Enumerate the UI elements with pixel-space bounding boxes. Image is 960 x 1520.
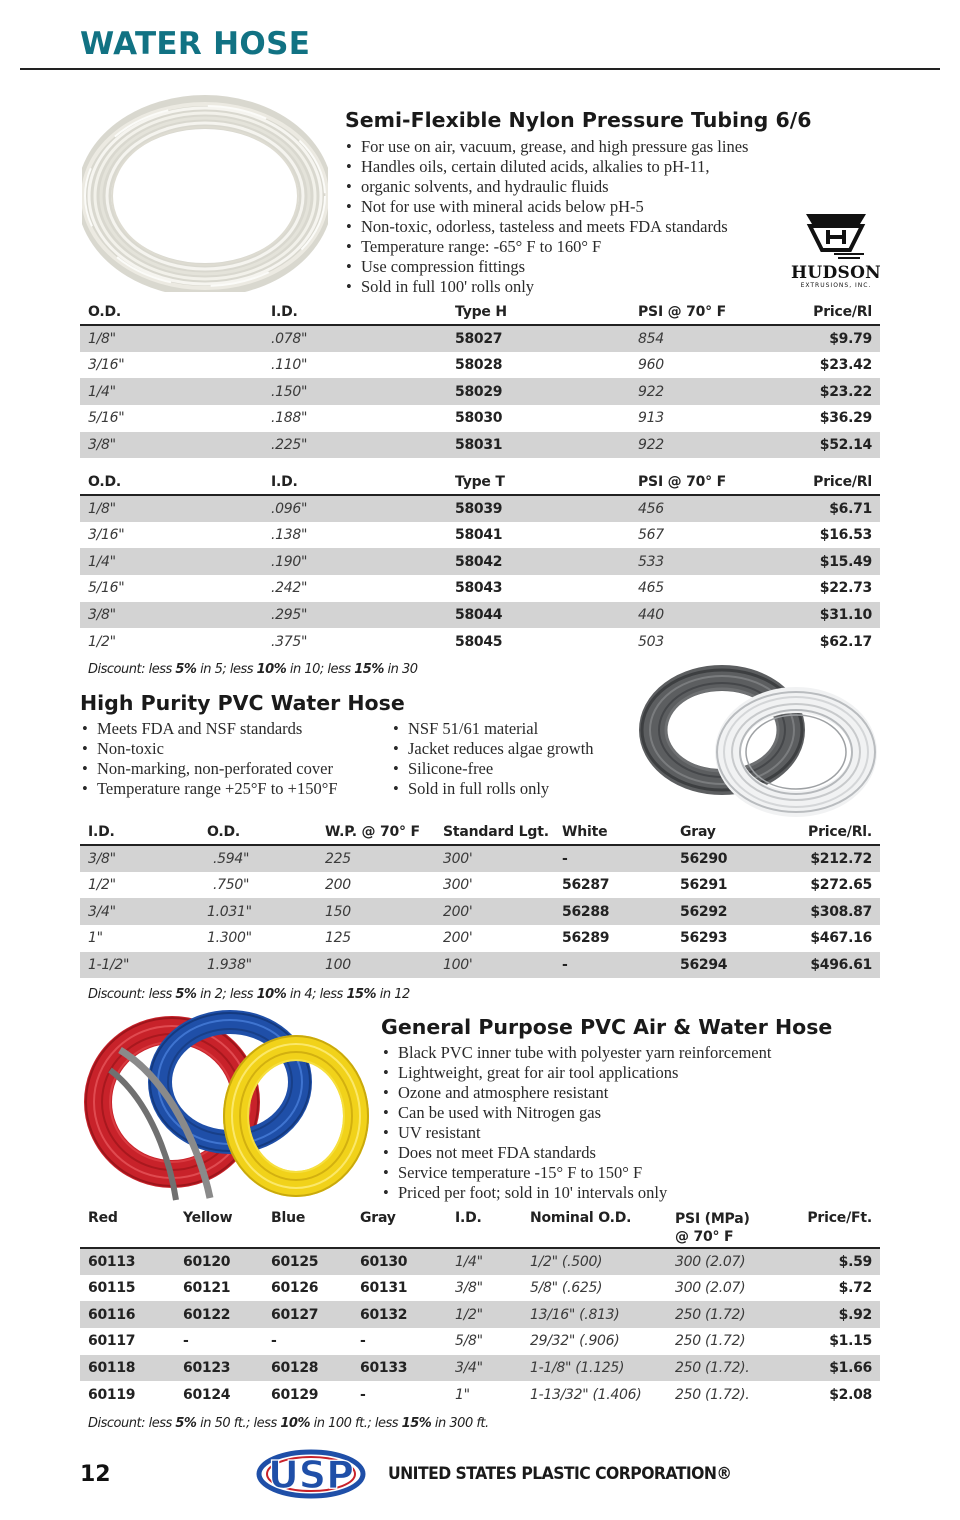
table-cell: 3/8": [455, 1280, 483, 1297]
table-row: [80, 1275, 880, 1302]
table-cell: 56287: [562, 877, 610, 894]
table-cell: 56294: [672, 952, 780, 979]
table-cell: 3/4": [80, 898, 199, 925]
general-discount-note: [88, 1416, 489, 1431]
table-cell: $62.17: [819, 633, 872, 650]
header-divider: [20, 68, 940, 70]
column-header: Price/Rl: [780, 299, 880, 325]
discount-text: in 30: [383, 662, 418, 677]
list-item: • Non-marking, non-perforated cover: [82, 759, 338, 779]
table-cell: .188": [271, 410, 308, 427]
table-row: [80, 845, 880, 872]
table-cell: 60122: [175, 1301, 263, 1328]
column-header: W.P. @ 70° F: [317, 819, 435, 845]
list-item: • Handles oils, certain diluted acids, alkalies to pH-11,: [346, 157, 748, 177]
table-cell: .750": [213, 877, 250, 894]
discount-text: Discount: less: [88, 1416, 176, 1431]
list-item: • Black PVC inner tube with polyester yarn reinforcement: [383, 1043, 771, 1063]
column-header: Price/Ft.: [790, 1206, 880, 1248]
table-cell: 913: [638, 410, 664, 427]
table-cell: .110": [271, 357, 308, 374]
table-cell: .096": [263, 495, 447, 522]
table-cell: 440: [630, 602, 780, 629]
table-cell: .242": [271, 580, 308, 597]
table-cell: 922: [630, 378, 780, 405]
table-cell: 60124: [183, 1386, 231, 1403]
discount-text: in 10; less: [286, 662, 355, 677]
list-item: • Use compression fittings: [346, 257, 748, 277]
table-cell: 58031: [447, 432, 630, 459]
nylon-type-h-table: [80, 299, 880, 458]
general-features-list: [383, 1043, 771, 1203]
table-header-row: [80, 299, 880, 325]
table-cell: $23.42: [819, 357, 872, 374]
table-cell: 1/2": [88, 633, 116, 650]
table-cell: $212.72: [780, 845, 880, 872]
table-cell: $272.65: [810, 877, 872, 894]
table-cell: .375": [271, 633, 308, 650]
table-cell: 60119: [88, 1386, 136, 1403]
discount-value: 10%: [256, 987, 287, 1002]
table-row: [80, 522, 880, 549]
table-row: [80, 405, 880, 432]
column-header: PSI (MPa): [675, 1211, 750, 1227]
column-header: I.D.: [263, 299, 447, 325]
column-header: Price/Rl: [780, 469, 880, 495]
table-row: [80, 872, 880, 899]
table-cell: 1-1/2": [80, 952, 199, 979]
air-water-hose-coils-image: [80, 1010, 375, 1202]
table-row: [80, 432, 880, 459]
table-cell: 1/8": [80, 325, 263, 352]
table-cell: 3/8": [80, 845, 199, 872]
table-cell: 1.031": [199, 898, 317, 925]
list-item: • Does not meet FDA standards: [383, 1143, 771, 1163]
table-header-row: [80, 469, 880, 495]
column-header: PSI @ 70° F: [630, 299, 780, 325]
table-cell: .190": [263, 548, 447, 575]
nylon-features-list: [346, 137, 748, 297]
table-cell: 60128: [263, 1355, 352, 1382]
table-cell: 1/2": [447, 1301, 522, 1328]
table-cell: 56290: [672, 845, 780, 872]
nylon-tubing-coil-image: [82, 92, 328, 292]
list-item: • Temperature range +25°F to +150°F: [82, 779, 338, 799]
list-item: • Non-toxic, odorless, tasteless and meets FDA standards: [346, 217, 748, 237]
column-header: O.D.: [80, 299, 263, 325]
table-cell: 3/8": [80, 432, 263, 459]
table-cell: 150: [317, 898, 435, 925]
usp-logo-text: USP: [267, 1453, 355, 1497]
table-cell: .225": [263, 432, 447, 459]
table-cell: 58029: [447, 378, 630, 405]
table-cell: 58041: [455, 527, 503, 544]
list-item: • Meets FDA and NSF standards: [82, 719, 338, 739]
table-cell: $23.22: [780, 378, 880, 405]
table-cell: 60126: [271, 1280, 319, 1297]
table-cell: 56291: [680, 877, 728, 894]
table-cell: $16.53: [819, 527, 872, 544]
table-header-row: [80, 1206, 880, 1248]
table-cell: 1-1/8" (1.125): [522, 1355, 667, 1382]
column-header: Gray: [672, 819, 780, 845]
table-cell: .295": [263, 602, 447, 629]
table-cell: 1.938": [199, 952, 317, 979]
table-row: [80, 378, 880, 405]
table-cell: 854: [630, 325, 780, 352]
table-cell: 567: [638, 527, 664, 544]
table-cell: 225: [317, 845, 435, 872]
list-item: • For use on air, vacuum, grease, and high pressure gas lines: [346, 137, 748, 157]
list-item: • Silicone-free: [393, 759, 594, 779]
table-cell: 200': [435, 898, 554, 925]
table-cell: 3/16": [88, 527, 125, 544]
table-cell: 5/16": [88, 580, 125, 597]
table-row: [80, 325, 880, 352]
table-cell: 60116: [80, 1301, 175, 1328]
table-cell: $31.10: [780, 602, 880, 629]
pvc-features-list-right: [393, 719, 594, 799]
table-header-row: [80, 819, 880, 845]
table-cell: 922: [630, 432, 780, 459]
list-item: • Can be used with Nitrogen gas: [383, 1103, 771, 1123]
table-row: [80, 898, 880, 925]
table-cell: 60129: [271, 1386, 319, 1403]
table-row: [80, 575, 880, 602]
table-cell: 960: [638, 357, 664, 374]
table-cell: 100': [435, 952, 554, 979]
page-number: 12: [80, 1462, 111, 1487]
table-cell: -: [360, 1333, 366, 1350]
discount-value: 10%: [256, 662, 287, 677]
table-cell: 3/16": [88, 357, 125, 374]
table-cell: 250 (1.72): [675, 1333, 746, 1350]
column-header: I.D.: [80, 819, 199, 845]
table-cell: 60113: [80, 1248, 175, 1275]
table-cell: 58039: [447, 495, 630, 522]
table-cell: 5/16": [88, 410, 125, 427]
column-header: Gray: [352, 1206, 447, 1248]
discount-value: 5%: [175, 1416, 197, 1431]
table-cell: 60117: [88, 1333, 136, 1350]
table-cell: -: [360, 1386, 366, 1403]
table-cell: 3/8": [80, 602, 263, 629]
nylon-type-t-table: [80, 469, 880, 655]
table-cell: 300 (2.07): [667, 1248, 790, 1275]
table-cell: $1.66: [790, 1355, 880, 1382]
column-header: I.D.: [447, 1206, 522, 1248]
table-cell: 1/4": [80, 548, 263, 575]
list-item: • Service temperature -15° F to 150° F: [383, 1163, 771, 1183]
list-item: • Lightweight, great for air tool applications: [383, 1063, 771, 1083]
discount-value: 15%: [354, 662, 384, 677]
pvc-features-list-left: [82, 719, 338, 799]
table-cell: 56292: [672, 898, 780, 925]
discount-text: in 300 ft.: [431, 1416, 489, 1431]
table-cell: -: [183, 1333, 189, 1350]
table-row: [80, 602, 880, 629]
table-cell: -: [271, 1333, 277, 1350]
list-item: • UV resistant: [383, 1123, 771, 1143]
table-cell: $22.73: [819, 580, 872, 597]
column-header: Type T: [447, 469, 630, 495]
table-row: [80, 548, 880, 575]
pvc-discount-note: [88, 987, 410, 1002]
table-row: [80, 628, 880, 655]
table-cell: .594": [199, 845, 317, 872]
table-row: [80, 1355, 880, 1382]
column-header-psi: [667, 1206, 790, 1248]
discount-text: in 5; less: [196, 662, 257, 677]
table-cell: 503: [638, 633, 664, 650]
table-cell: 5/8": [455, 1333, 483, 1350]
column-header: I.D.: [263, 469, 447, 495]
column-header: White: [554, 819, 672, 845]
table-cell: 250 (1.72).: [675, 1386, 750, 1403]
table-cell: 60125: [263, 1248, 352, 1275]
table-cell: 1/2": [88, 877, 116, 894]
table-cell: 60123: [175, 1355, 263, 1382]
discount-value: 5%: [175, 987, 197, 1002]
table-cell: 200: [325, 877, 351, 894]
table-cell: .138": [271, 527, 308, 544]
list-item: • Non-toxic: [82, 739, 338, 759]
discount-text: in 50 ft.; less: [196, 1416, 281, 1431]
table-cell: 60130: [352, 1248, 447, 1275]
table-cell: 300': [435, 845, 554, 872]
table-cell: $.72: [838, 1280, 872, 1297]
table-cell: 300 (2.07): [675, 1280, 746, 1297]
table-cell: $2.08: [829, 1386, 872, 1403]
column-header: Type H: [447, 299, 630, 325]
table-cell: $467.16: [810, 930, 872, 947]
page-title: WATER HOSE: [80, 26, 311, 62]
table-cell: 125: [325, 930, 351, 947]
discount-value: 10%: [280, 1416, 310, 1431]
table-cell: 1/2" (.500): [522, 1248, 667, 1275]
column-header: O.D.: [80, 469, 263, 495]
table-cell: 58027: [447, 325, 630, 352]
column-header: O.D.: [199, 819, 317, 845]
table-cell: 58045: [455, 633, 503, 650]
table-cell: $9.79: [780, 325, 880, 352]
table-cell: 56293: [680, 930, 728, 947]
table-cell: 533: [630, 548, 780, 575]
table-cell: $52.14: [780, 432, 880, 459]
table-row: [80, 352, 880, 379]
hudson-logo-name: HUDSON: [790, 263, 882, 283]
table-cell: 1": [455, 1386, 470, 1403]
table-cell: 60127: [263, 1301, 352, 1328]
column-header: Red: [80, 1206, 175, 1248]
table-cell: 60120: [175, 1248, 263, 1275]
column-header: Blue: [263, 1206, 352, 1248]
column-header: Price/Rl.: [780, 819, 880, 845]
column-header: PSI @ 70° F: [630, 469, 780, 495]
table-cell: $36.29: [819, 410, 872, 427]
page-header: [0, 0, 960, 72]
discount-text: in 12: [376, 987, 410, 1002]
table-cell: 56289: [562, 930, 610, 947]
table-cell: .150": [263, 378, 447, 405]
table-cell: $15.49: [780, 548, 880, 575]
table-cell: 58030: [455, 410, 503, 427]
list-item: • NSF 51/61 material: [393, 719, 594, 739]
pvc-hose-coils-image: [636, 664, 880, 820]
discount-text: in 2; less: [196, 987, 257, 1002]
table-cell: 5/8" (.625): [530, 1280, 603, 1297]
table-cell: 58044: [447, 602, 630, 629]
hudson-emblem-icon: [790, 210, 882, 264]
table-cell: 60131: [360, 1280, 408, 1297]
discount-text: in 100 ft.; less: [309, 1416, 402, 1431]
table-cell: 1": [88, 930, 103, 947]
nylon-discount-note: [88, 662, 418, 677]
table-cell: 60133: [352, 1355, 447, 1382]
general-section-title: General Purpose PVC Air & Water Hose: [381, 1015, 833, 1039]
list-item: • Sold in full rolls only: [393, 779, 594, 799]
table-cell: $496.61: [780, 952, 880, 979]
air-water-hose-table: [80, 1206, 880, 1408]
discount-text: in 4; less: [286, 987, 347, 1002]
table-row: [80, 952, 880, 979]
list-item: • Temperature range: -65° F to 160° F: [346, 237, 748, 257]
discount-value: 15%: [401, 1416, 432, 1431]
discount-value: 15%: [346, 987, 377, 1002]
table-cell: 3/4": [447, 1355, 522, 1382]
table-cell: 250 (1.72).: [667, 1355, 790, 1382]
table-cell: 456: [630, 495, 780, 522]
discount-text: Discount: less: [88, 987, 176, 1002]
column-header-subline: @ 70° F: [675, 1229, 734, 1245]
table-cell: 100: [317, 952, 435, 979]
list-item: • Priced per foot; sold in 10' intervals only: [383, 1183, 771, 1203]
table-cell: 58028: [455, 357, 503, 374]
company-name: UNITED STATES PLASTIC CORPORATION®: [388, 1464, 732, 1484]
table-cell: 60115: [88, 1280, 136, 1297]
list-item: • Not for use with mineral acids below pH-5: [346, 197, 748, 217]
table-cell: 56288: [554, 898, 672, 925]
table-cell: 1/4": [447, 1248, 522, 1275]
table-cell: 200': [443, 930, 473, 947]
table-cell: .078": [263, 325, 447, 352]
table-cell: 60118: [80, 1355, 175, 1382]
discount-value: 5%: [175, 662, 197, 677]
list-item: • Ozone and atmosphere resistant: [383, 1083, 771, 1103]
table-cell: 1.300": [207, 930, 252, 947]
table-cell: $1.15: [829, 1333, 872, 1350]
table-row: [80, 1328, 880, 1355]
table-cell: 1/8": [80, 495, 263, 522]
table-cell: 60121: [183, 1280, 231, 1297]
nylon-section-title: Semi-Flexible Nylon Pressure Tubing 6/6: [345, 108, 812, 132]
table-cell: 1/4": [80, 378, 263, 405]
list-item: • organic solvents, and hydraulic fluids: [346, 177, 748, 197]
discount-text: Discount: less: [88, 662, 176, 677]
usp-logo: [255, 1445, 367, 1501]
table-cell: -: [554, 845, 672, 872]
table-cell: 58043: [455, 580, 503, 597]
table-cell: 29/32" (.906): [530, 1333, 620, 1350]
column-header: Yellow: [175, 1206, 263, 1248]
table-cell: $308.87: [780, 898, 880, 925]
table-cell: $6.71: [780, 495, 880, 522]
table-cell: 1-13/32" (1.406): [530, 1386, 642, 1403]
table-cell: -: [554, 952, 672, 979]
table-cell: $.59: [790, 1248, 880, 1275]
table-row: [80, 495, 880, 522]
table-cell: 250 (1.72): [667, 1301, 790, 1328]
table-cell: 300': [443, 877, 473, 894]
pvc-section-title: High Purity PVC Water Hose: [80, 691, 405, 715]
column-header: Standard Lgt.: [435, 819, 554, 845]
pvc-hose-table: [80, 819, 880, 978]
list-item: • Sold in full 100' rolls only: [346, 277, 748, 297]
table-row: [80, 1381, 880, 1408]
hudson-logo: [790, 210, 882, 290]
hudson-logo-subtitle: EXTRUSIONS, INC.: [800, 282, 872, 289]
table-cell: $.92: [790, 1301, 880, 1328]
table-row: [80, 925, 880, 952]
table-cell: 60132: [352, 1301, 447, 1328]
table-row: [80, 1301, 880, 1328]
table-cell: 13/16" (.813): [522, 1301, 667, 1328]
table-cell: 465: [638, 580, 664, 597]
column-header: Nominal O.D.: [522, 1206, 667, 1248]
table-row: [80, 1248, 880, 1275]
list-item: • Jacket reduces algae growth: [393, 739, 594, 759]
table-cell: 58042: [447, 548, 630, 575]
